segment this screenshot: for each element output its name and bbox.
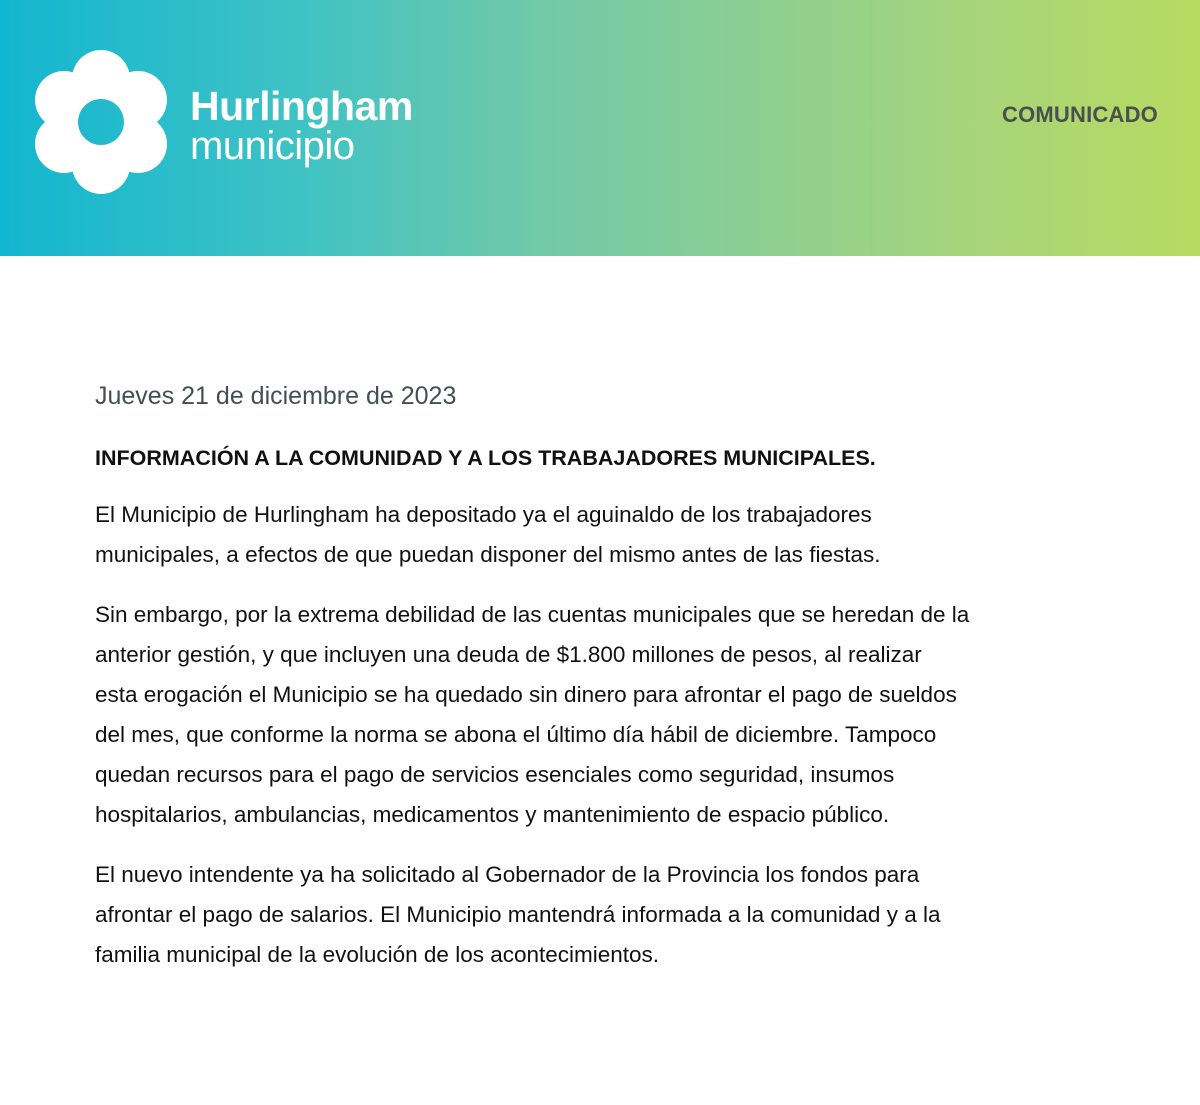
brand-wordmark bbox=[190, 83, 413, 168]
text-line: municipales, a efectos de que puedan disponer del mismo antes de las fiestas. bbox=[95, 542, 881, 567]
text-line: familia municipal de la evolución de los acontecimientos. bbox=[95, 942, 660, 967]
text-line: afrontar el pago de salarios. El Municipio mantendrá informada a la comunidad y a la bbox=[95, 902, 941, 927]
letterhead-banner bbox=[0, 0, 1200, 256]
text-line: El nuevo intendente ya ha solicitado al Gobernador de la Provincia los fondos para bbox=[95, 862, 920, 887]
text-line: del mes, que conforme la norma se abona el último día hábil de diciembre. Tampoco bbox=[95, 722, 937, 747]
document-body bbox=[95, 378, 1095, 995]
paragraph-intendente bbox=[95, 855, 1095, 975]
text-line: hospitalarios, ambulancias, medicamentos y mantenimiento de espacio público. bbox=[95, 802, 890, 827]
brand-subtitle: municipio bbox=[190, 124, 355, 168]
paragraph-aguinaldo bbox=[95, 495, 1095, 575]
brand-name: Hurlingham bbox=[190, 83, 413, 129]
text-line: quedan recursos para el pago de servicios esenciales como seguridad, insumos bbox=[95, 762, 895, 787]
document-type-label: COMUNICADO bbox=[1002, 102, 1158, 127]
text-line: anterior gestión, y que incluyen una deuda de $1.800 millones de pesos, al realizar bbox=[95, 642, 922, 667]
flower-icon bbox=[34, 49, 170, 195]
document-date: Jueves 21 de diciembre de 2023 bbox=[95, 382, 457, 410]
text-line: Sin embargo, por la extrema debilidad de las cuentas municipales que se heredan de la bbox=[95, 602, 970, 627]
text-line: esta erogación el Municipio se ha quedado sin dinero para afrontar el pago de sueldos bbox=[95, 682, 957, 707]
text-line: El Municipio de Hurlingham ha depositado ya el aguinaldo de los trabajadores bbox=[95, 502, 872, 527]
document-headline: INFORMACIÓN A LA COMUNIDAD Y A LOS TRABAJADORES MUNICIPALES. bbox=[95, 446, 876, 470]
paragraph-deuda bbox=[95, 595, 1095, 835]
